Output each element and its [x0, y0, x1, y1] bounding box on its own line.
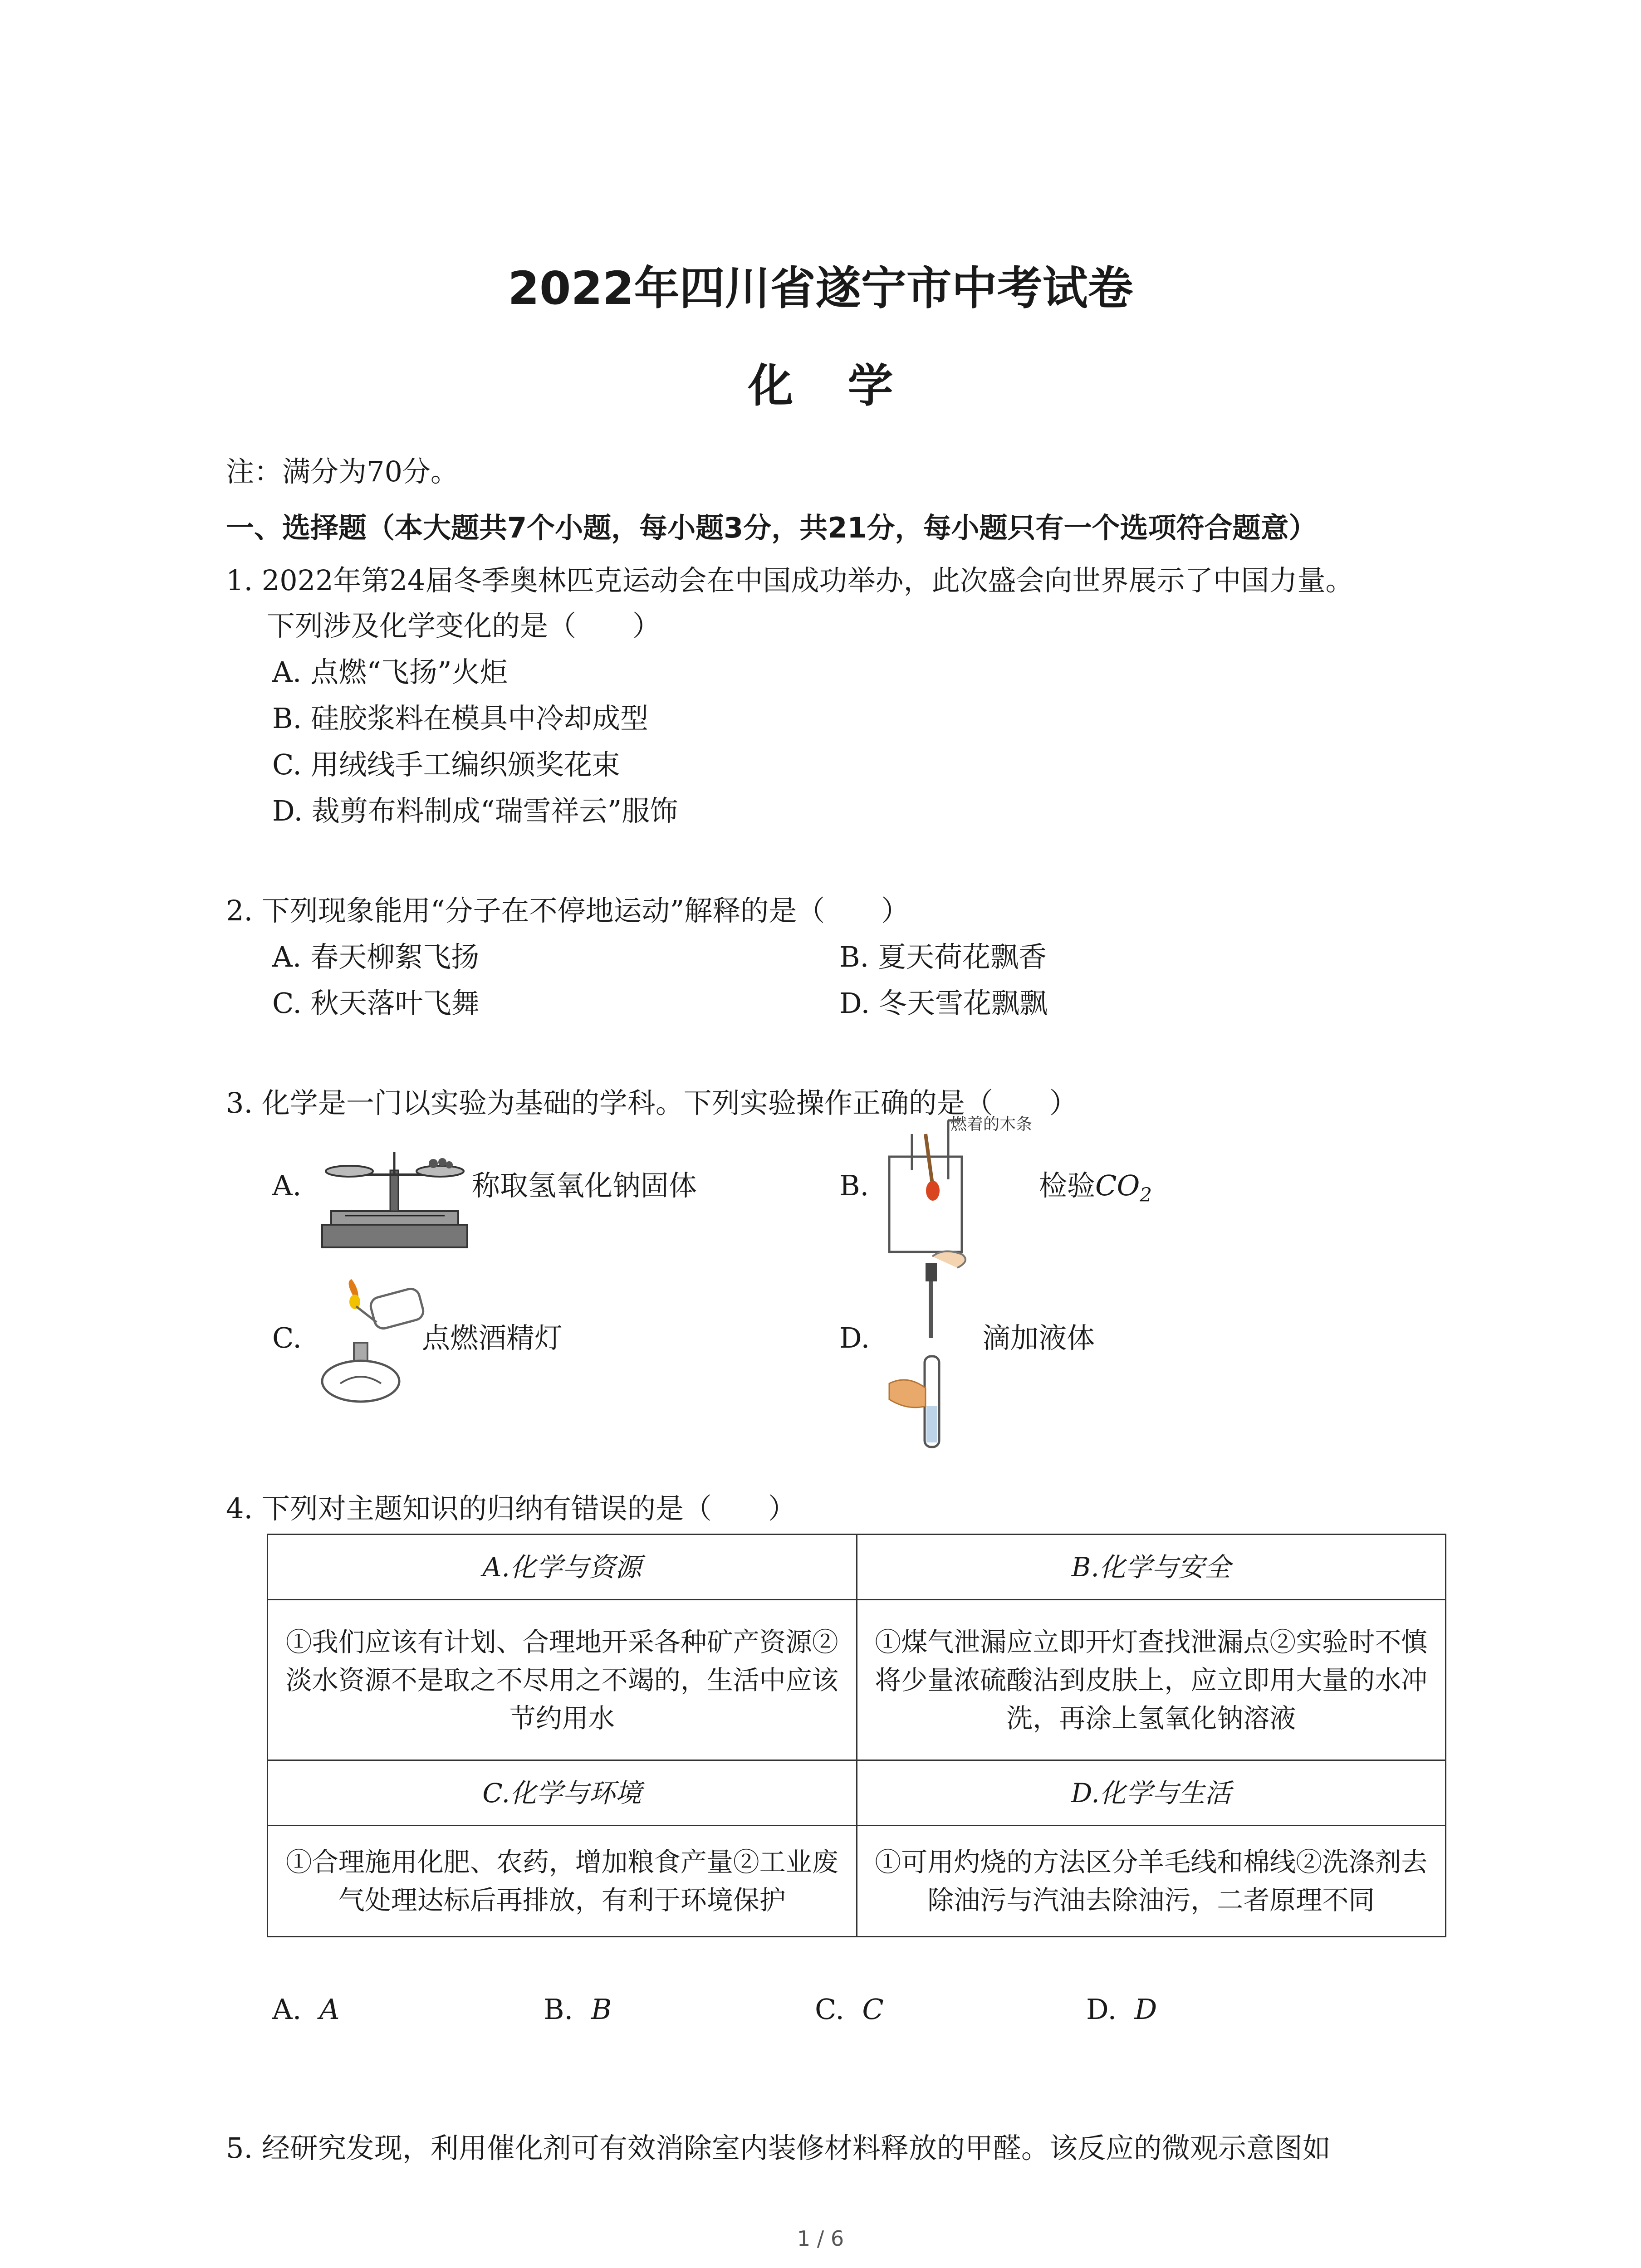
score-note: 注：满分为70分。	[226, 455, 459, 488]
q4-option-a[interactable]: A. A	[272, 1993, 340, 2026]
table-cell-a: ①我们应该有计划、合理地开采各种矿产资源②淡水资源不是取之不尽用之不竭的，生活中应该节约用水	[268, 1600, 857, 1760]
co2-test-bottle-icon	[880, 1107, 1033, 1256]
q2-option-b[interactable]: B. 夏天荷花飘香	[839, 940, 1047, 973]
q3-stem: 3. 化学是一门以实验为基础的学科。下列实验操作正确的是（ ）	[226, 1086, 1078, 1119]
q1-option-a[interactable]: A. 点燃“飞扬”火炬	[272, 655, 508, 689]
subject-title: 化学	[748, 359, 948, 412]
q1-stem-cont: 下列涉及化学变化的是（ ）	[267, 609, 661, 642]
section-heading: 一、选择题（本大题共7个小题，每小题3分，共21分，每小题只有一个选项符合题意）	[226, 511, 1317, 544]
q1-stem: 1. 2022年第24届冬季奥林匹克运动会在中国成功举办，此次盛会向世界展示了中国力量。	[226, 564, 1354, 597]
q3-option-d-text: 滴加液体	[982, 1321, 1095, 1354]
balance-icon	[318, 1139, 472, 1252]
q3-option-b-text: 检验$CO_2$	[1039, 1169, 1152, 1206]
q3-option-d-letter[interactable]: D.	[839, 1321, 870, 1354]
q3-option-c-text: 点燃酒精灯	[422, 1321, 563, 1354]
table-head-c: C.化学与环境	[268, 1760, 857, 1826]
q2-stem: 2. 下列现象能用“分子在不停地运动”解释的是（ ）	[226, 894, 910, 927]
q2-option-d[interactable]: D. 冬天雪花飘飘	[839, 987, 1048, 1020]
alcohol-lamp-icon	[313, 1279, 426, 1406]
q2-option-c[interactable]: C. 秋天落叶飞舞	[272, 987, 480, 1020]
q4-knowledge-table	[267, 1534, 1446, 1937]
q4-option-c[interactable]: C. C	[815, 1993, 884, 2026]
table-head-a: A.化学与资源	[268, 1535, 857, 1600]
q4-stem: 4. 下列对主题知识的归纳有错误的是（ ）	[226, 1492, 796, 1525]
q1-option-b[interactable]: B. 硅胶浆料在模具中冷却成型	[272, 702, 648, 735]
q2-option-a[interactable]: A. 春天柳絮飞扬	[272, 940, 480, 973]
q5-stem: 5. 经研究发现，利用催化剂可有效消除室内装修材料释放的甲醛。该反应的微观示意图如	[226, 2131, 1331, 2165]
q4-option-b[interactable]: B. B	[544, 1993, 612, 2026]
exam-title: 2022年四川省遂宁市中考试卷	[508, 262, 1133, 315]
table-head-b: B.化学与安全	[857, 1535, 1446, 1600]
q3-option-c-letter[interactable]: C.	[272, 1321, 302, 1354]
table-head-d: D.化学与生活	[857, 1760, 1446, 1826]
burning-stick-label: 燃着的木条	[950, 1114, 1033, 1133]
table-cell-c: ①合理施用化肥、农药，增加粮食产量②工业废气处理达标后再排放，有利于环境保护	[268, 1826, 857, 1937]
table-cell-b: ①煤气泄漏应立即开灯查找泄漏点②实验时不慎将少量浓硫酸沾到皮肤上，应立即用大量的水冲洗，再涂上氢氧化钠溶液	[857, 1600, 1446, 1760]
q3-option-a-text: 称取氢氧化钠固体	[472, 1169, 697, 1202]
q3-option-a-letter[interactable]: A.	[272, 1169, 302, 1202]
page-number: 1 / 6	[797, 2226, 844, 2251]
q3-option-b-letter[interactable]: B.	[839, 1169, 869, 1202]
q1-option-c[interactable]: C. 用绒线手工编织颁奖花束	[272, 748, 620, 781]
q1-option-d[interactable]: D. 裁剪布料制成“瑞雪祥云”服饰	[272, 794, 678, 827]
table-cell-d: ①可用灼烧的方法区分羊毛线和棉线②洗涤剂去除油污与汽油去除油污，二者原理不同	[857, 1826, 1446, 1937]
q4-option-d[interactable]: D. D	[1086, 1993, 1157, 2026]
